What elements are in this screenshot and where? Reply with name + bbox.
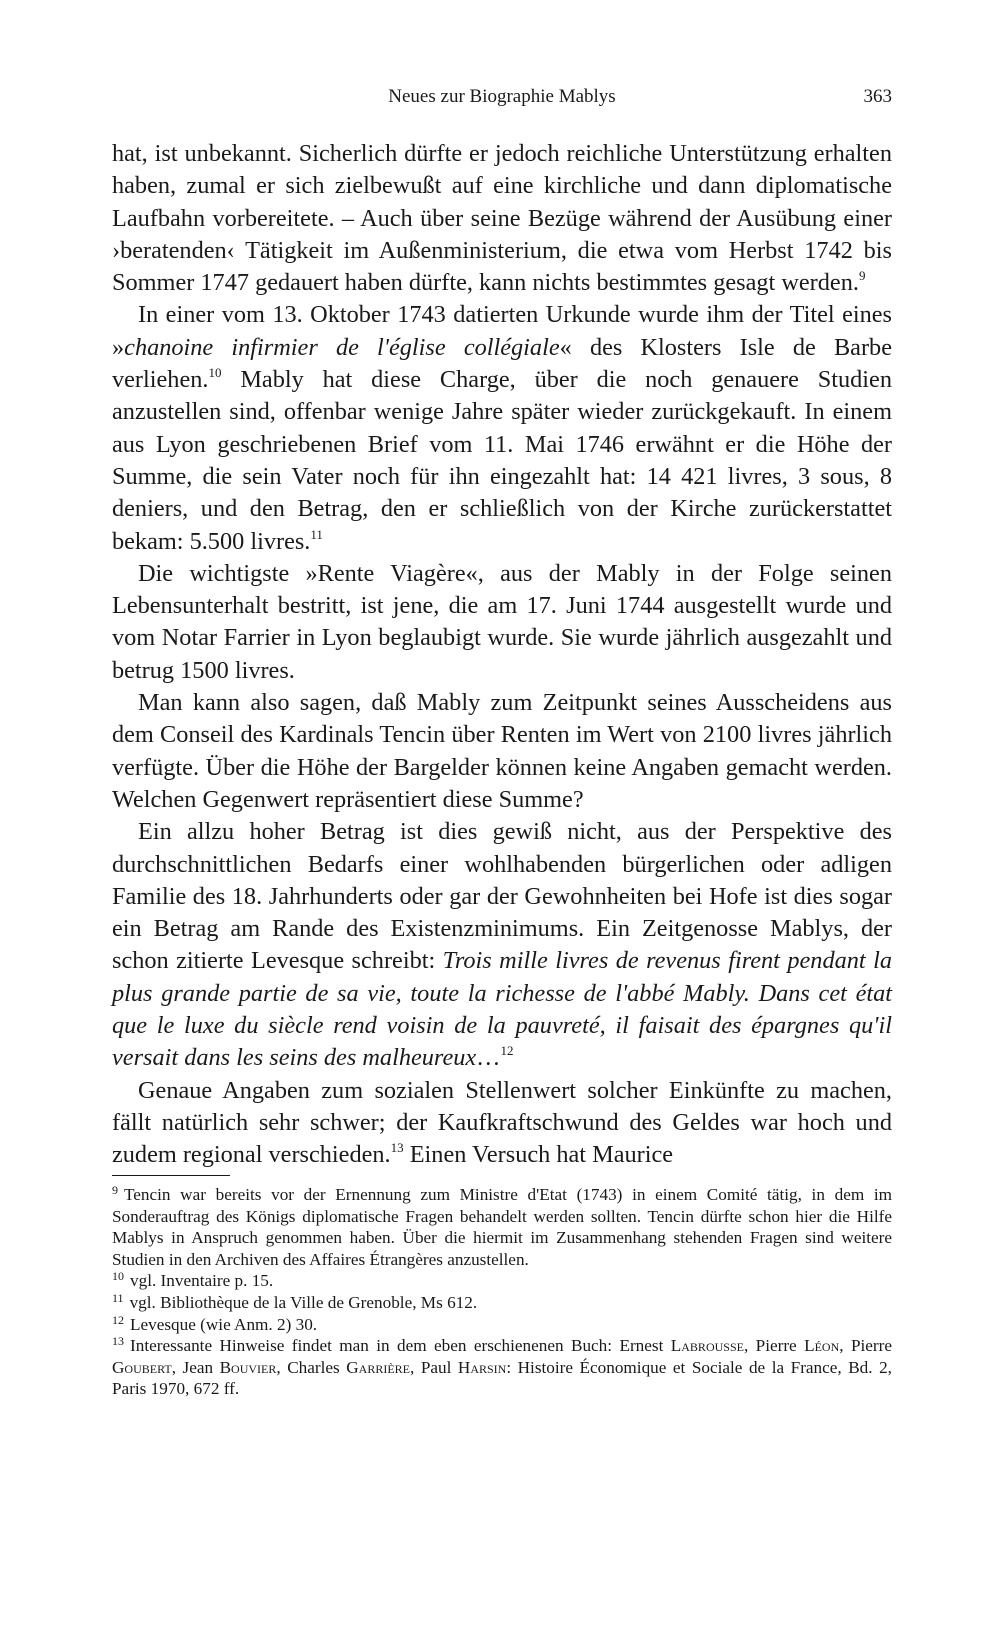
- body-text: [112, 138, 892, 1172]
- footnote-text: , Jean: [171, 1357, 220, 1377]
- paragraph-text: Ein allzu hoher Betrag ist dies gewiß nicht, aus der Perspektive des durchschnittlichen Bedarfs einer wohlhabenden bürgerlichen oder adligen Familie des 18. Jahrhunderts oder gar der Gewohnheiten bei Hofe ist dies sogar ein Betrag am Rande des Existenzminimums. Ein Zeitgenosse Mablys, der schon zitierte Levesque schreibt:: [112, 818, 892, 975]
- author-name: Garrière: [346, 1357, 410, 1377]
- footnote-text: : Histoire Économique et Sociale de la France, Bd. 2, Paris 1970, 672 ff.: [112, 1357, 892, 1399]
- french-quotation: Trois mille livres de revenus firent pendant la plus grande partie de sa vie, toute la richesse de l'abbé Mably. Dans cet état que le luxe du siècle rend voisin de la pauvreté, il faisait des épargnes qu'il versait dans les seins des malheureux: [112, 947, 892, 1072]
- author-name: Bouvier: [219, 1357, 277, 1377]
- footnote-11: [112, 1292, 892, 1314]
- footnotes: [112, 1184, 892, 1400]
- footnote-text: vgl. Inventaire p. 15.: [130, 1271, 274, 1291]
- footnote-text: , Pierre: [839, 1336, 893, 1356]
- paragraph-text: Die wichtigste »Rente Viagère«, aus der Mably in der Folge seinen Lebensunterhalt bestritt, ist jene, die am 17. Juni 1744 ausgestellt wurde und vom Notar Farrier in Lyon beglaubigt wurde. Sie wurde jährlich ausgezahlt und betrug 1500 livres.: [112, 559, 892, 684]
- paragraph-text: hat, ist unbekannt. Sicherlich dürfte er jedoch reichliche Unterstützung erhalten haben, zumal er sich zielbewußt auf eine kirchliche und dann diplomatische Laufbahn vorbereitete. – Auch über seine Bezüge während der Ausübung einer ›beratenden‹ Tätigkeit im Außenministerium, die etwa vom Herbst 1742 bis Sommer 1747 gedauert haben dürfte, kann nichts bestimmtes gesagt werden.: [112, 140, 892, 297]
- paragraph-text: Einen Versuch hat Maurice: [403, 1141, 674, 1169]
- ellipsis: …: [476, 1044, 501, 1072]
- footnote-text: vgl. Bibliothèque de la Ville de Grenoble, Ms 612.: [129, 1292, 478, 1312]
- footnote-ref-13: 13: [390, 1140, 404, 1156]
- footnote-number: 13: [112, 1334, 124, 1349]
- footnote-number: 9: [112, 1183, 118, 1197]
- paragraph-4: [112, 687, 892, 816]
- footnote-text: Levesque (wie Anm. 2) 30.: [130, 1314, 318, 1334]
- running-title: Neues zur Biographie Mablys: [388, 86, 616, 107]
- paragraph-3: [112, 558, 892, 687]
- author-name: Labrousse: [670, 1336, 744, 1356]
- paragraph-text: « des Klosters Isle de Barbe verliehen.: [112, 333, 892, 394]
- author-name: Harsin: [457, 1357, 507, 1377]
- footnote-ref-12: 12: [500, 1043, 514, 1059]
- paragraph-6: [112, 1075, 892, 1172]
- author-name: Goubert: [112, 1357, 172, 1377]
- footnote-text: , Charles: [276, 1357, 347, 1377]
- paragraph-1: [112, 138, 892, 299]
- footnote-number: 10: [112, 1269, 124, 1284]
- footnote-text: , Pierre: [743, 1336, 805, 1356]
- footnote-text: Tencin war bereits vor der Ernennung zum Ministre d'Etat (1743) in einem Comité tätig, in dem im Sonderauftrag des Königs diplomatische Fragen behandelt werden sollten. Tencin dürfte schon hier die Hilfe Mablys in Anspruch genommen haben. Über die hiermit im Zusammenhang stehenden Fragen sind weitere Studien in den Archiven des Affaires Étrangères anzustellen.: [112, 1185, 892, 1269]
- paragraph-text: Mably hat diese Charge, über die noch genauere Studien anzustellen sind, offenbar wenige Jahre später wieder zurückgekauft. In einem aus Lyon geschriebenen Brief vom 11. Mai 1746 erwähnt er die Höhe der Summe, die sein Vater noch für ihn eingezahlt hat: 14 421 livres, 3 sous, 8 deniers, und den Betrag, den er schließlich von der Kirche zurückerstattet bekam: 5.500 livres.: [112, 366, 892, 555]
- footnote-separator: [112, 1175, 230, 1176]
- running-header: [112, 86, 892, 120]
- footnote-text: , Paul: [410, 1357, 458, 1377]
- footnote-ref-10: 10: [208, 365, 222, 381]
- quoted-title: chanoine infirmier de l'église collégiale: [124, 333, 560, 361]
- footnote-number: 12: [112, 1312, 124, 1327]
- footnote-number: 11: [112, 1290, 124, 1305]
- footnote-9: [112, 1184, 892, 1270]
- paragraph-text: Man kann also sagen, daß Mably zum Zeitpunkt seines Ausscheidens aus dem Conseil des Kardinals Tencin über Renten im Wert von 2100 livres jährlich verfügte. Über die Höhe der Bargelder können keine Angaben gemacht werden. Welchen Gegenwert repräsentiert diese Summe?: [112, 689, 892, 813]
- paragraph-2: [112, 299, 892, 557]
- paragraph-text: In einer vom 13. Oktober 1743 datierten Urkunde wurde ihm der Titel eines »: [112, 301, 892, 361]
- footnote-ref-9: 9: [858, 268, 866, 284]
- footnote-text: Interessante Hinweise findet man in dem eben erschienenen Buch: Ernest: [130, 1336, 671, 1356]
- paragraph-5: [112, 816, 892, 1074]
- footnote-12: [112, 1314, 892, 1336]
- footnote-ref-11: 11: [310, 526, 323, 542]
- paragraph-text: Genaue Angaben zum sozialen Stellenwert solcher Einkünfte zu machen, fällt natürlich sehr schwer; der Kaufkraftschwund des Geldes war hoch und zudem regional verschieden.: [112, 1076, 892, 1169]
- page-number: 363: [863, 86, 892, 107]
- footnote-10: [112, 1270, 892, 1292]
- author-name: Léon: [804, 1336, 840, 1356]
- footnote-13: [112, 1335, 892, 1400]
